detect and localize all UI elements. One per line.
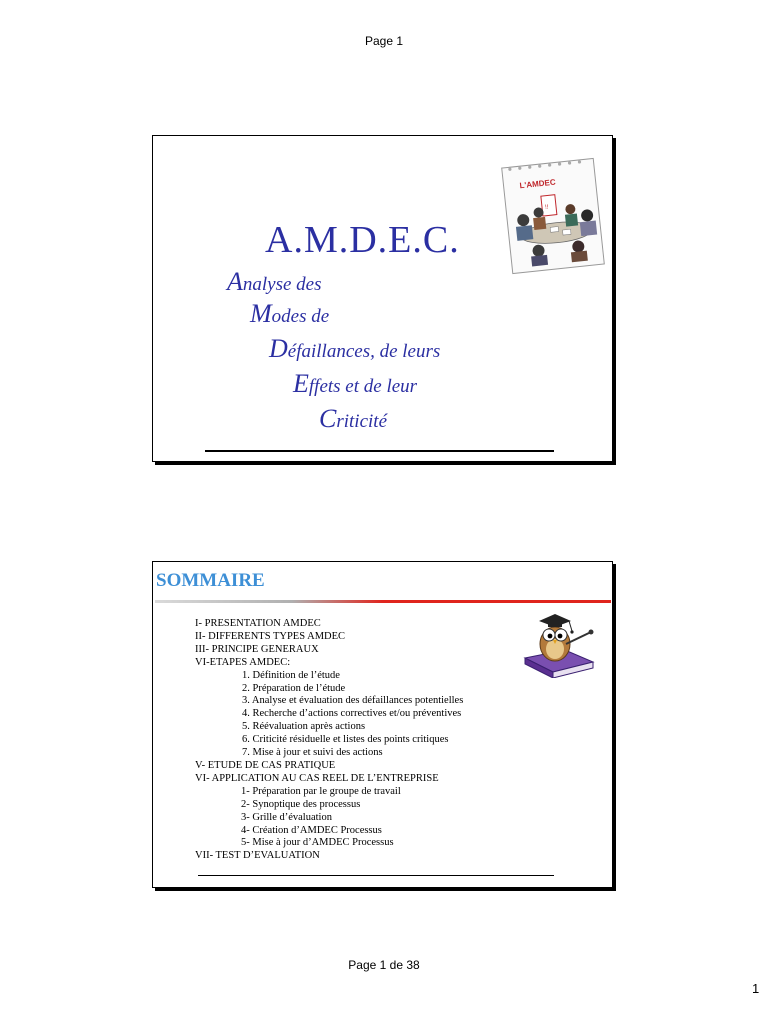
- toc-subitem: 7. Mise à jour et suivi des actions: [242, 747, 383, 759]
- toc-subitem: 4. Recherche d’actions correctives et/ou préventives: [242, 708, 462, 720]
- toc-subitem: 6. Criticité résiduelle et listes des points critiques: [242, 734, 449, 746]
- title-divider: [155, 600, 611, 603]
- image-sign: !!: [544, 204, 549, 211]
- title-underline: [205, 450, 554, 452]
- toc-subitem: 1. Définition de l’étude: [242, 669, 340, 681]
- toc-subitem: 2- Synoptique des processus: [241, 798, 361, 810]
- acronym-line-criticite: Criticité: [319, 404, 387, 433]
- toc-subitem: 5. Réévaluation après actions: [242, 721, 366, 733]
- slide-title: A.M.D.E.C.: [265, 219, 460, 261]
- page-footer: Page 1 de 38: [348, 958, 420, 972]
- title-slide: [152, 135, 613, 462]
- acronym-line-effets: Effets et de leur: [293, 369, 418, 398]
- acronym-line-defaillances: Défaillances, de leurs: [269, 334, 441, 363]
- toc-section: V- ETUDE DE CAS PRATIQUE: [195, 759, 336, 771]
- acronym-line-analyse: Analyse des: [227, 267, 322, 296]
- amdec-meeting-illustration: [500, 156, 607, 275]
- graduate-owl-icon: [519, 612, 599, 678]
- table-of-contents: [195, 618, 463, 863]
- toc-section: VII- TEST D’EVALUATION: [195, 850, 320, 862]
- toc-subitem: 2. Préparation de l’étude: [242, 682, 346, 694]
- page-header: Page 1: [364, 34, 404, 48]
- toc-section: I- PRESENTATION AMDEC: [195, 618, 321, 629]
- toc-section: VI-ETAPES AMDEC:: [195, 656, 291, 668]
- sommaire-title: SOMMAIRE: [156, 570, 265, 591]
- toc-subitem: 1- Préparation par le groupe de travail: [241, 785, 401, 797]
- toc-subitem: 3. Analyse et évaluation des défaillances potentielles: [242, 695, 464, 707]
- page-number: 1: [752, 981, 760, 996]
- toc-subitem: 5- Mise à jour d’AMDEC Processus: [241, 837, 394, 849]
- toc-subitem: 3- Grille d’évaluation: [241, 811, 332, 823]
- sommaire-underline: [198, 875, 554, 876]
- toc-section: VI- APPLICATION AU CAS REEL DE L’ENTREPRISE: [195, 772, 439, 784]
- sommaire-slide: [152, 561, 613, 888]
- toc-subitem: 4- Création d’AMDEC Processus: [241, 824, 382, 836]
- image-caption: L'AMDEC: [519, 177, 557, 191]
- toc-section: III- PRINCIPE GENERAUX: [195, 643, 319, 655]
- acronym-line-modes: Modes de: [250, 299, 330, 328]
- toc-section: II- DIFFERENTS TYPES AMDEC: [195, 630, 346, 642]
